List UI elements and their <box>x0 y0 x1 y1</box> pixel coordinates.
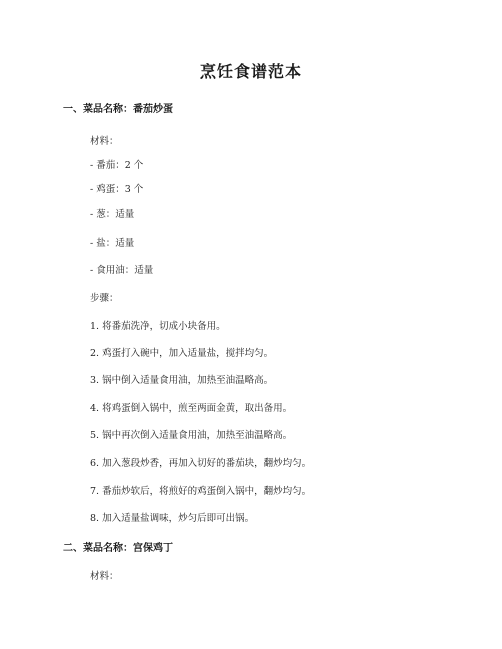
step-item: 3. 锅中倒入适量食用油，加热至油温略高。 <box>90 375 274 386</box>
step-item: 2. 鸡蛋打入碗中，加入适量盐，搅拌均匀。 <box>90 348 274 359</box>
ingredient-item: - 葱：适量 <box>90 209 135 220</box>
document-title: 烹饪食谱范本 <box>199 62 302 81</box>
section-heading-tomato-egg: 一、菜品名称：番茄炒蛋 <box>63 104 173 115</box>
step-item: 4. 将鸡蛋倒入锅中，煎至两面金黄，取出备用。 <box>90 403 293 414</box>
step-item: 6. 加入葱段炒香，再加入切好的番茄块，翻炒均匀。 <box>90 458 312 469</box>
section-heading-kung-pao-chicken: 二、菜品名称：宫保鸡丁 <box>63 543 173 554</box>
ingredient-item: - 鸡蛋：3 个 <box>90 184 144 195</box>
step-item: 8. 加入适量盐调味，炒匀后即可出锅。 <box>90 513 255 524</box>
ingredient-item: - 番茄：2 个 <box>90 160 144 171</box>
materials-label: 材料： <box>90 136 119 147</box>
step-item: 7. 番茄炒软后，将煎好的鸡蛋倒入锅中，翻炒均匀。 <box>90 486 312 497</box>
ingredient-item: - 食用油：适量 <box>90 265 154 276</box>
materials-label: 材料： <box>90 571 119 582</box>
steps-label: 步骤： <box>90 293 119 304</box>
step-item: 1. 将番茄洗净，切成小块备用。 <box>90 321 226 332</box>
ingredient-item: - 盐：适量 <box>90 238 135 249</box>
step-item: 5. 锅中再次倒入适量食用油，加热至油温略高。 <box>90 430 293 441</box>
